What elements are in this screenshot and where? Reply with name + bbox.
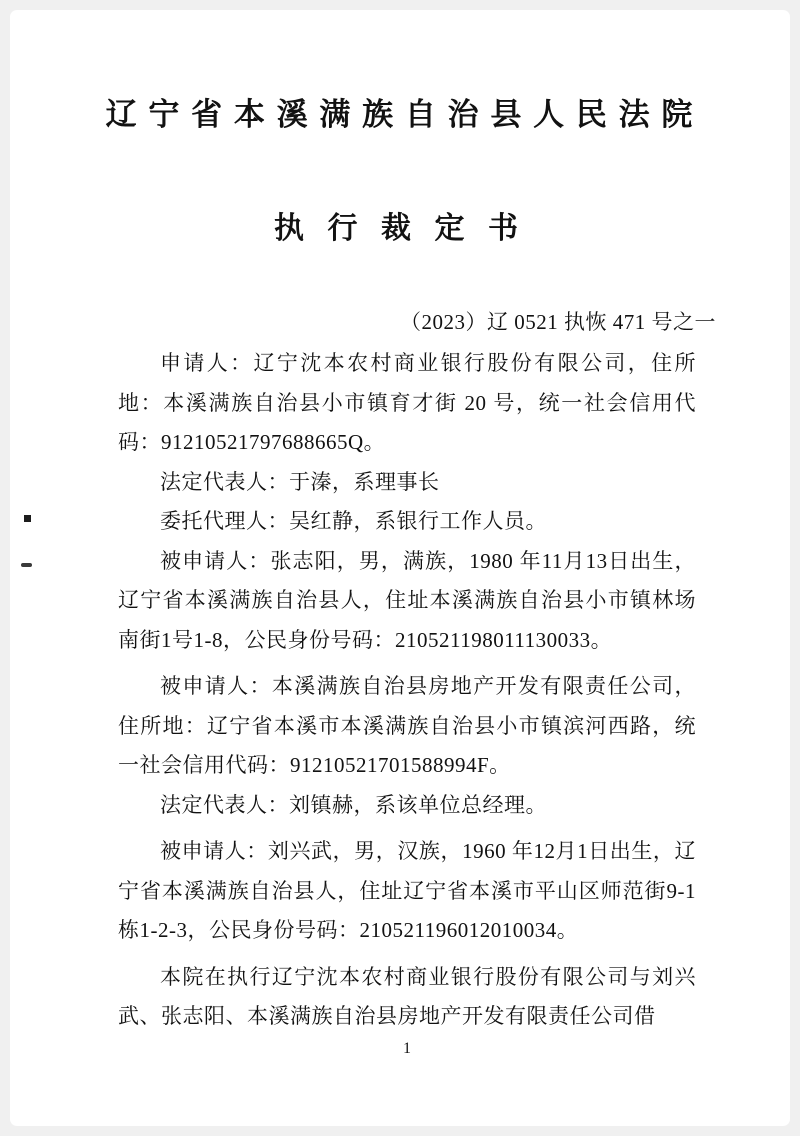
paragraph-applicant: 申请人：辽宁沈本农村商业银行股份有限公司，住所地：本溪满族自治县小市镇育才街 20 号，统一社会信用代码：91210521797688665Q。 [118, 351, 696, 455]
court-name-heading: 辽 宁 省 本 溪 满 族 自 治 县 人 民 法 院 [105, 97, 695, 132]
paragraph-respondent-3: 被申请人：刘兴武，男，汉族，1960 年12月1日出生，辽宁省本溪满族自治县人，住址辽宁省本溪市平山区师范街9-1栋1-2-3，公民身份号码：210521196012010034。 [118, 839, 696, 943]
paragraph-case-intro: 本院在执行辽宁沈本农村商业银行股份有限公司与刘兴武、张志阳、本溪满族自治县房地产开发有限责任公司借 [118, 964, 696, 1029]
page-number: 1 [403, 1039, 411, 1057]
paragraph-entrusted-agent: 委托代理人：吴红静，系银行工作人员。 [160, 509, 547, 534]
document-title: 执 行 裁 定 书 [274, 212, 526, 246]
paragraph-legal-representative-2: 法定代表人：刘镇赫，系该单位总经理。 [160, 792, 547, 817]
paragraph-respondent-1: 被申请人：张志阳，男，满族，1980 年11月13日出生，辽宁省本溪满族自治县人，住址本溪满族自治县小市镇林场南街1号1-8，公民身份号码：210521198011130033。 [118, 548, 696, 652]
document-page [10, 10, 790, 1126]
case-number: （2023）辽 0521 执恢 471 号之一 [400, 310, 716, 335]
scan-artifact-dash [21, 563, 32, 567]
paragraph-legal-representative-1: 法定代表人：于溱，系理事长 [160, 469, 440, 494]
paragraph-respondent-2: 被申请人：本溪满族自治县房地产开发有限责任公司，住所地：辽宁省本溪市本溪满族自治县小市镇滨河西路，统一社会信用代码：91210521701588994F。 [118, 674, 696, 778]
scan-artifact-dot [24, 515, 31, 522]
document-body [118, 344, 696, 1037]
